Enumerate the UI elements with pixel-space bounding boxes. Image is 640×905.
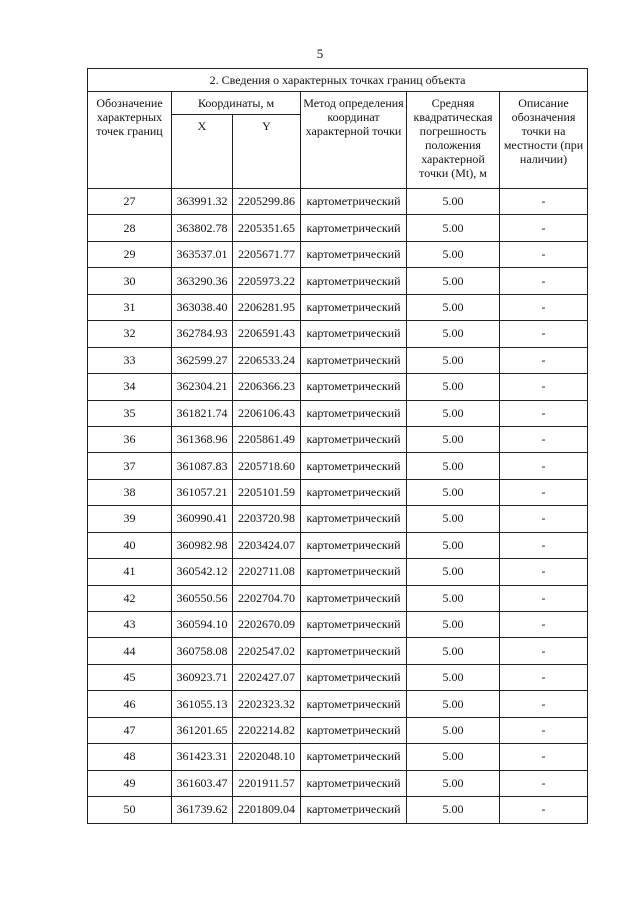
point-number-cell: 32: [88, 321, 172, 347]
point-number-cell: 47: [88, 717, 172, 743]
table-row: [88, 426, 588, 452]
error-cell: 5.00: [407, 453, 500, 479]
description-cell: -: [500, 400, 588, 426]
description-cell: -: [500, 532, 588, 558]
table-row: [88, 347, 588, 373]
header-description: Описание обозначения точки на местности (при наличии): [500, 92, 588, 189]
table-row: [88, 585, 588, 611]
error-cell: 5.00: [407, 321, 500, 347]
description-cell: -: [500, 638, 588, 664]
method-cell: картометрический: [301, 268, 407, 294]
point-number-cell: 50: [88, 797, 172, 823]
error-cell: 5.00: [407, 717, 500, 743]
description-cell: -: [500, 321, 588, 347]
description-cell: -: [500, 585, 588, 611]
method-cell: картометрический: [301, 479, 407, 505]
method-cell: картометрический: [301, 691, 407, 717]
error-cell: 5.00: [407, 347, 500, 373]
x-coordinate-cell: 363290.36: [172, 268, 233, 294]
point-number-cell: 29: [88, 241, 172, 267]
method-cell: картометрический: [301, 347, 407, 373]
method-cell: картометрический: [301, 744, 407, 770]
point-number-cell: 34: [88, 374, 172, 400]
point-number-cell: 28: [88, 215, 172, 241]
y-coordinate-cell: 2205718.60: [233, 453, 301, 479]
table-row: [88, 532, 588, 558]
header-x: X: [172, 115, 233, 189]
x-coordinate-cell: 361055.13: [172, 691, 233, 717]
x-coordinate-cell: 360982.98: [172, 532, 233, 558]
error-cell: 5.00: [407, 479, 500, 505]
header-y: Y: [233, 115, 301, 189]
x-coordinate-cell: 361821.74: [172, 400, 233, 426]
description-cell: -: [500, 241, 588, 267]
error-cell: 5.00: [407, 241, 500, 267]
section-title: 2. Сведения о характерных точках границ объекта: [88, 69, 588, 92]
x-coordinate-cell: 361201.65: [172, 717, 233, 743]
x-coordinate-cell: 360990.41: [172, 506, 233, 532]
point-number-cell: 43: [88, 612, 172, 638]
error-cell: 5.00: [407, 691, 500, 717]
description-cell: -: [500, 717, 588, 743]
description-cell: -: [500, 453, 588, 479]
method-cell: картометрический: [301, 241, 407, 267]
y-coordinate-cell: 2202048.10: [233, 744, 301, 770]
method-cell: картометрический: [301, 559, 407, 585]
method-cell: картометрический: [301, 321, 407, 347]
y-coordinate-cell: 2206591.43: [233, 321, 301, 347]
table-row: [88, 612, 588, 638]
table-row: [88, 506, 588, 532]
y-coordinate-cell: 2202323.32: [233, 691, 301, 717]
description-cell: -: [500, 691, 588, 717]
y-coordinate-cell: 2205351.65: [233, 215, 301, 241]
method-cell: картометрический: [301, 770, 407, 796]
y-coordinate-cell: 2201809.04: [233, 797, 301, 823]
point-number-cell: 31: [88, 294, 172, 320]
table-row: [88, 453, 588, 479]
description-cell: -: [500, 268, 588, 294]
y-coordinate-cell: 2202547.02: [233, 638, 301, 664]
error-cell: 5.00: [407, 374, 500, 400]
table-row: [88, 717, 588, 743]
x-coordinate-cell: 363802.78: [172, 215, 233, 241]
point-number-cell: 49: [88, 770, 172, 796]
error-cell: 5.00: [407, 294, 500, 320]
table-row: [88, 638, 588, 664]
y-coordinate-cell: 2205101.59: [233, 479, 301, 505]
description-cell: -: [500, 770, 588, 796]
method-cell: картометрический: [301, 506, 407, 532]
point-number-cell: 41: [88, 559, 172, 585]
method-cell: картометрический: [301, 797, 407, 823]
header-error: Средняя квадратическая погрешность положения характерной точки (Mt), м: [407, 92, 500, 189]
y-coordinate-cell: 2206366.23: [233, 374, 301, 400]
error-cell: 5.00: [407, 506, 500, 532]
description-cell: -: [500, 797, 588, 823]
table-row: [88, 479, 588, 505]
y-coordinate-cell: 2203424.07: [233, 532, 301, 558]
table-row: [88, 797, 588, 823]
table-row: [88, 691, 588, 717]
y-coordinate-cell: 2202711.08: [233, 559, 301, 585]
header-point: Обозначение характерных точек границ: [88, 92, 172, 189]
method-cell: картометрический: [301, 215, 407, 241]
boundary-points-table: [87, 68, 588, 824]
point-number-cell: 27: [88, 189, 172, 215]
point-number-cell: 46: [88, 691, 172, 717]
method-cell: картометрический: [301, 400, 407, 426]
method-cell: картометрический: [301, 189, 407, 215]
error-cell: 5.00: [407, 797, 500, 823]
x-coordinate-cell: 360542.12: [172, 559, 233, 585]
x-coordinate-cell: 363038.40: [172, 294, 233, 320]
table-row: [88, 189, 588, 215]
point-number-cell: 36: [88, 426, 172, 452]
error-cell: 5.00: [407, 215, 500, 241]
y-coordinate-cell: 2205671.77: [233, 241, 301, 267]
error-cell: 5.00: [407, 612, 500, 638]
y-coordinate-cell: 2202214.82: [233, 717, 301, 743]
description-cell: -: [500, 664, 588, 690]
x-coordinate-cell: 361368.96: [172, 426, 233, 452]
error-cell: 5.00: [407, 189, 500, 215]
y-coordinate-cell: 2205861.49: [233, 426, 301, 452]
method-cell: картометрический: [301, 664, 407, 690]
x-coordinate-cell: 363537.01: [172, 241, 233, 267]
table-row: [88, 770, 588, 796]
y-coordinate-cell: 2205973.22: [233, 268, 301, 294]
error-cell: 5.00: [407, 585, 500, 611]
error-cell: 5.00: [407, 770, 500, 796]
method-cell: картометрический: [301, 294, 407, 320]
x-coordinate-cell: 362784.93: [172, 321, 233, 347]
y-coordinate-cell: 2205299.86: [233, 189, 301, 215]
header-method: Метод определения координат характерной точки: [301, 92, 407, 189]
description-cell: -: [500, 506, 588, 532]
table-row: [88, 294, 588, 320]
error-cell: 5.00: [407, 532, 500, 558]
x-coordinate-cell: 363991.32: [172, 189, 233, 215]
error-cell: 5.00: [407, 559, 500, 585]
table-row: [88, 215, 588, 241]
point-number-cell: 37: [88, 453, 172, 479]
method-cell: картометрический: [301, 426, 407, 452]
y-coordinate-cell: 2206106.43: [233, 400, 301, 426]
error-cell: 5.00: [407, 268, 500, 294]
description-cell: -: [500, 426, 588, 452]
table-row: [88, 664, 588, 690]
x-coordinate-cell: 360758.08: [172, 638, 233, 664]
description-cell: -: [500, 189, 588, 215]
page-number: 5: [316, 46, 324, 61]
table-row: [88, 321, 588, 347]
x-coordinate-cell: 362304.21: [172, 374, 233, 400]
point-number-cell: 44: [88, 638, 172, 664]
table-row: [88, 559, 588, 585]
point-number-cell: 39: [88, 506, 172, 532]
header-coordinates: Координаты, м: [172, 92, 301, 115]
error-cell: 5.00: [407, 744, 500, 770]
point-number-cell: 30: [88, 268, 172, 294]
method-cell: картометрический: [301, 638, 407, 664]
method-cell: картометрический: [301, 585, 407, 611]
description-cell: -: [500, 612, 588, 638]
x-coordinate-cell: 361087.83: [172, 453, 233, 479]
y-coordinate-cell: 2206281.95: [233, 294, 301, 320]
y-coordinate-cell: 2202670.09: [233, 612, 301, 638]
error-cell: 5.00: [407, 400, 500, 426]
description-cell: -: [500, 215, 588, 241]
table-row: [88, 268, 588, 294]
x-coordinate-cell: 360594.10: [172, 612, 233, 638]
description-cell: -: [500, 744, 588, 770]
y-coordinate-cell: 2201911.57: [233, 770, 301, 796]
point-number-cell: 40: [88, 532, 172, 558]
description-cell: -: [500, 347, 588, 373]
point-number-cell: 42: [88, 585, 172, 611]
description-cell: -: [500, 294, 588, 320]
method-cell: картометрический: [301, 532, 407, 558]
y-coordinate-cell: 2202427.07: [233, 664, 301, 690]
x-coordinate-cell: 361739.62: [172, 797, 233, 823]
description-cell: -: [500, 374, 588, 400]
description-cell: -: [500, 559, 588, 585]
x-coordinate-cell: 360923.71: [172, 664, 233, 690]
table-row: [88, 400, 588, 426]
x-coordinate-cell: 360550.56: [172, 585, 233, 611]
table-row: [88, 744, 588, 770]
point-number-cell: 33: [88, 347, 172, 373]
method-cell: картометрический: [301, 453, 407, 479]
description-cell: -: [500, 479, 588, 505]
error-cell: 5.00: [407, 638, 500, 664]
y-coordinate-cell: 2203720.98: [233, 506, 301, 532]
table-row: [88, 374, 588, 400]
x-coordinate-cell: 361423.31: [172, 744, 233, 770]
error-cell: 5.00: [407, 426, 500, 452]
point-number-cell: 35: [88, 400, 172, 426]
x-coordinate-cell: 361057.21: [172, 479, 233, 505]
x-coordinate-cell: 361603.47: [172, 770, 233, 796]
point-number-cell: 45: [88, 664, 172, 690]
error-cell: 5.00: [407, 664, 500, 690]
point-number-cell: 38: [88, 479, 172, 505]
method-cell: картометрический: [301, 374, 407, 400]
y-coordinate-cell: 2206533.24: [233, 347, 301, 373]
y-coordinate-cell: 2202704.70: [233, 585, 301, 611]
table-row: [88, 241, 588, 267]
x-coordinate-cell: 362599.27: [172, 347, 233, 373]
point-number-cell: 48: [88, 744, 172, 770]
method-cell: картометрический: [301, 717, 407, 743]
method-cell: картометрический: [301, 612, 407, 638]
